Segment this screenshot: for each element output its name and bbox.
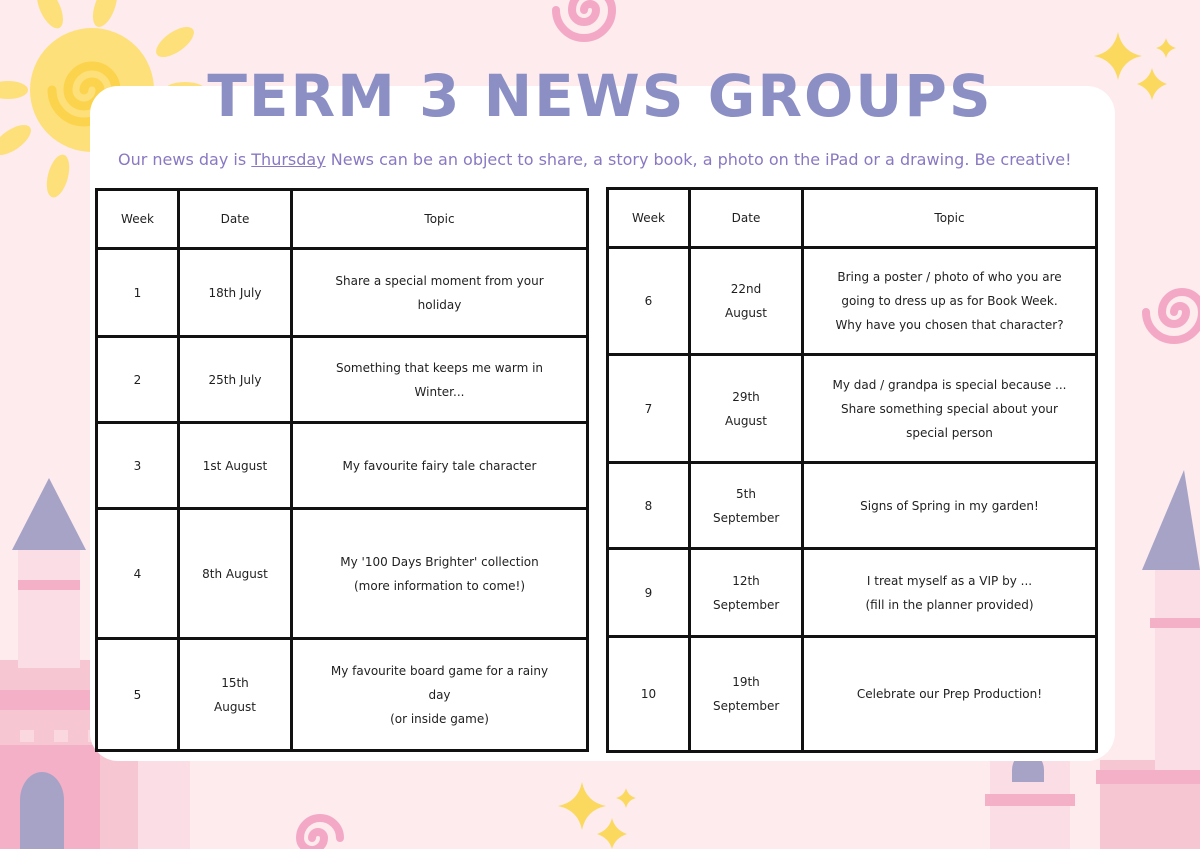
subtitle-intro: Our news day is [118,150,252,169]
table-row [97,337,588,423]
table-row [608,463,1097,549]
week-cell: 6 [608,248,690,355]
week-cell: 10 [608,637,690,752]
date-cell: 22nd August [690,248,803,355]
schedule-table-left [95,188,589,752]
news-day: Thursday [251,150,326,169]
header-date: Date [179,190,292,249]
topic-cell: Bring a poster / photo of who you are going to dress up as for Book Week. Why have you chosen that character? [803,248,1097,355]
header-week: Week [97,190,179,249]
date-cell: 18th July [179,249,292,337]
date-cell: 5th September [690,463,803,549]
table-row [608,355,1097,463]
table-row [97,639,588,751]
header-week: Week [608,189,690,248]
week-cell: 3 [97,423,179,509]
page-title: TERM 3 NEWS GROUPS [207,62,993,130]
table-row [608,248,1097,355]
topic-cell: Celebrate our Prep Production! [803,637,1097,752]
subtitle-details: News can be an object to share, a story book, a photo on the iPad or a drawing. Be creative! [325,150,1072,169]
date-cell: 8th August [179,509,292,639]
topic-cell: I treat myself as a VIP by ... (fill in the planner provided) [803,549,1097,637]
week-cell: 4 [97,509,179,639]
table-row [608,549,1097,637]
table-row [97,423,588,509]
week-cell: 5 [97,639,179,751]
topic-cell: My favourite fairy tale character [292,423,588,509]
news-day-description [118,150,1178,169]
topic-cell: My '100 Days Brighter' collection (more information to come!) [292,509,588,639]
date-cell: 12th September [690,549,803,637]
header-topic: Topic [292,190,588,249]
week-cell: 1 [97,249,179,337]
topic-cell: Share a special moment from your holiday [292,249,588,337]
topic-cell: Signs of Spring in my garden! [803,463,1097,549]
table-header-row [97,190,588,249]
table-header-row [608,189,1097,248]
topic-cell: My favourite board game for a rainy day (or inside game) [292,639,588,751]
date-cell: 19th September [690,637,803,752]
topic-cell: My dad / grandpa is special because ... Share something special about your special person [803,355,1097,463]
table-row [608,637,1097,752]
table-row [97,249,588,337]
header-topic: Topic [803,189,1097,248]
topic-cell: Something that keeps me warm in Winter... [292,337,588,423]
date-cell: 15th August [179,639,292,751]
week-cell: 8 [608,463,690,549]
table-row [97,509,588,639]
header-date: Date [690,189,803,248]
week-cell: 9 [608,549,690,637]
date-cell: 25th July [179,337,292,423]
week-cell: 2 [97,337,179,423]
date-cell: 1st August [179,423,292,509]
date-cell: 29th August [690,355,803,463]
week-cell: 7 [608,355,690,463]
schedule-table-right [606,187,1098,753]
